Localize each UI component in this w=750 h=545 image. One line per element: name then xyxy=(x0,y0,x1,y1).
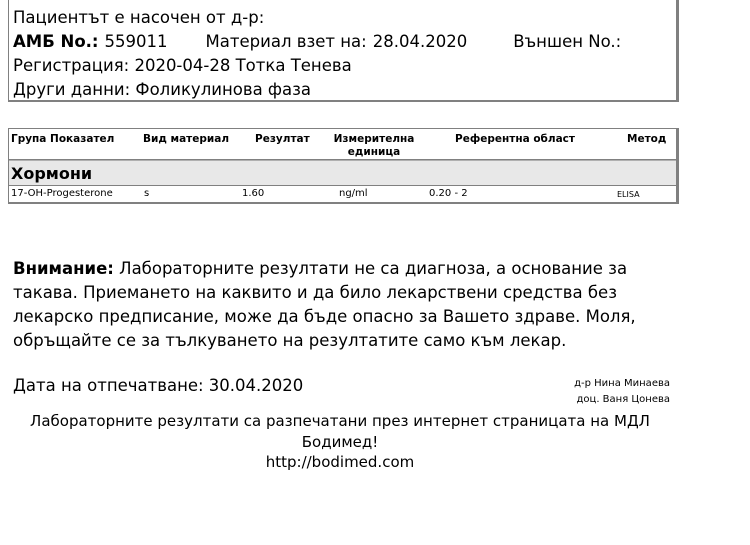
other-data: Други данни: Фоликулинова фаза xyxy=(13,80,312,99)
print-date: Дата на отпечатване: 30.04.2020 xyxy=(13,376,304,395)
cell-result: 1.60 xyxy=(242,188,265,199)
col-unit xyxy=(329,133,419,159)
notice-text: Лабораторните резултати не са диагноза, а основание за такава. Приемането на каквито и да било лекарствени средства без лекарско предписание, може да бъде опасно за Вашето здраве. Моля, обръщайте се за тълкуването на резултатите само към лекар. xyxy=(13,259,636,350)
footer-line2: Бодимед! xyxy=(301,432,379,451)
material-label: Материал взет на: xyxy=(205,32,367,51)
col-group: Група Показател xyxy=(11,133,115,145)
table-row xyxy=(9,186,676,202)
amb-value: 559011 xyxy=(104,32,168,51)
patient-info-box xyxy=(8,0,679,102)
footer xyxy=(0,411,680,473)
amb-row xyxy=(13,30,676,54)
cell-method: ELISA xyxy=(617,190,640,199)
signers xyxy=(574,376,670,408)
footer-url[interactable]: http://bodimed.com xyxy=(265,453,415,471)
cell-indicator: 17-OH-Progesterone xyxy=(11,188,113,199)
cell-material: s xyxy=(144,188,150,199)
signer-2: доц. Ваня Цонева xyxy=(576,394,670,405)
referred-by: Пациентът е насочен от д-р: xyxy=(13,8,265,27)
col-method: Метод xyxy=(627,133,667,145)
material-date: 28.04.2020 xyxy=(372,32,468,51)
group-row: Хормони xyxy=(9,160,676,186)
external-label: Външен No.: xyxy=(513,32,622,51)
signer-1: д-р Нина Минаева xyxy=(574,378,670,389)
cell-reference: 0.20 - 2 xyxy=(429,188,468,199)
col-reference: Референтна област xyxy=(455,133,575,145)
registration: Регистрация: 2020-04-28 Тотка Тенева xyxy=(13,56,352,75)
results-table xyxy=(8,128,679,204)
notice-label: Внимание: xyxy=(13,259,114,278)
footer-line1: Лабораторните резултати са разпечатани през интернет страницата на МДЛ xyxy=(30,412,650,430)
results-table-header xyxy=(9,129,676,160)
col-material: Вид материал xyxy=(143,133,230,145)
col-result: Резултат xyxy=(255,133,310,145)
warning-notice xyxy=(13,257,693,353)
col-unit-line1: Измерителна xyxy=(333,133,415,145)
amb-label: АМБ No.: xyxy=(13,32,99,51)
cell-unit: ng/ml xyxy=(339,188,368,199)
col-unit-line2: единица xyxy=(347,146,401,158)
